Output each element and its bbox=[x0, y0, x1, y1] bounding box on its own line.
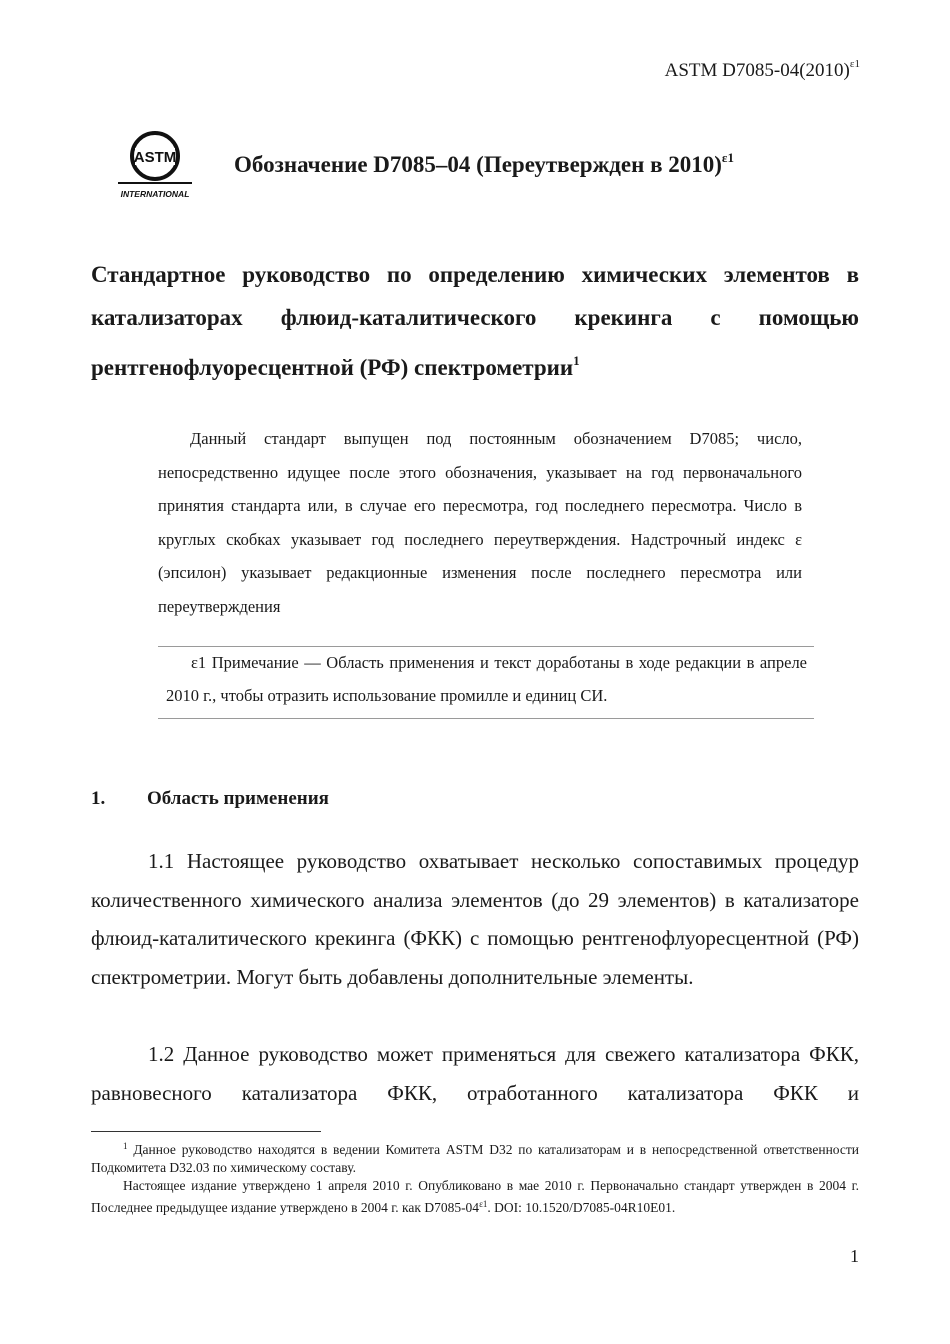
astm-logo bbox=[114, 130, 196, 202]
designation-superscript: ε1 bbox=[721, 150, 734, 165]
footnote-2 bbox=[91, 1177, 859, 1217]
footnote-1-text: Данное руководство находятся в ведении Комитета ASTM D32 по катализаторам и в непосредственной ответственности Подкомитета D32.03 по химическому составу. bbox=[91, 1142, 859, 1175]
designation-text: Обозначение D7085–04 (Переутвержден в 2010) bbox=[234, 152, 722, 177]
document-reference bbox=[665, 58, 860, 82]
standard-notice: Данный стандарт выпущен под постоянным обозначением D7085; число, непосредственно идущее после этого обозначения, указывает на год первоначального принятия стандарта или, в случае его пересмотра, год последнего пересмотра. Число в круглых скобках указывает год последнего переутверждения. Надстрочный индекс ε (эпсилон) указывает редакционные изменения после последнего пересмотра или переутверждения bbox=[158, 429, 802, 616]
footnotes bbox=[91, 1137, 859, 1217]
page-number: 1 bbox=[850, 1246, 859, 1266]
section-heading-scope bbox=[91, 788, 329, 810]
footnote-2-superscript: ε1 bbox=[479, 1199, 488, 1209]
title-text: Стандартное руководство по определению химических элементов в катализаторах флюид-каталитического крекинга с помощью рентгенофлуоресцентной (РФ) спектрометрии bbox=[91, 262, 859, 380]
editorial-note-text: ε1 Примечание — Область применения и текст доработаны в ходе редакции в апреле 2010 г., чтобы отразить использование промилле и единиц СИ. bbox=[166, 653, 807, 705]
reference-text: ASTM D7085-04(2010) bbox=[664, 60, 850, 81]
logo-international-text: INTERNATIONAL bbox=[120, 189, 190, 199]
section-number: 1. bbox=[91, 788, 106, 809]
editorial-note-box bbox=[158, 646, 814, 719]
footnote-1 bbox=[91, 1137, 859, 1177]
footnote-separator bbox=[91, 1131, 321, 1132]
footnote-2-text: Настоящее издание утверждено 1 апреля 2010 г. Опубликовано в мае 2010 г. Первоначально стандарт утвержден в 2004 г. Последнее предыдущее издание утверждено в 2004 г. как D7085-04 bbox=[91, 1178, 859, 1215]
footnote-1-marker: 1 bbox=[123, 1141, 128, 1151]
designation-heading bbox=[234, 150, 734, 178]
title-footnote-marker: 1 bbox=[573, 353, 580, 368]
document-title bbox=[91, 253, 859, 389]
paragraph-1-1: 1.1 Настоящее руководство охватывает несколько сопоставимых процедур количественного химического анализа элементов (до 29 элементов) в катализаторе флюид-каталитического крекинга (ФКК) с помощью рентгенофлуоресцентной (РФ) спектрометрии. Могут быть добавлены дополнительные элементы. bbox=[91, 849, 859, 989]
reference-superscript: ε1 bbox=[849, 58, 860, 70]
section-title: Область применения bbox=[147, 788, 329, 809]
paragraph-1-2: 1.2 Данное руководство может применяться для свежего катализатора ФКК, равновесного катализатора ФКК, отработанного катализатора ФКК и bbox=[91, 1042, 859, 1105]
logo-mark-text: ASTM bbox=[133, 149, 177, 166]
footnote-2-doi: . DOI: 10.1520/D7085-04R10E01. bbox=[487, 1200, 676, 1215]
